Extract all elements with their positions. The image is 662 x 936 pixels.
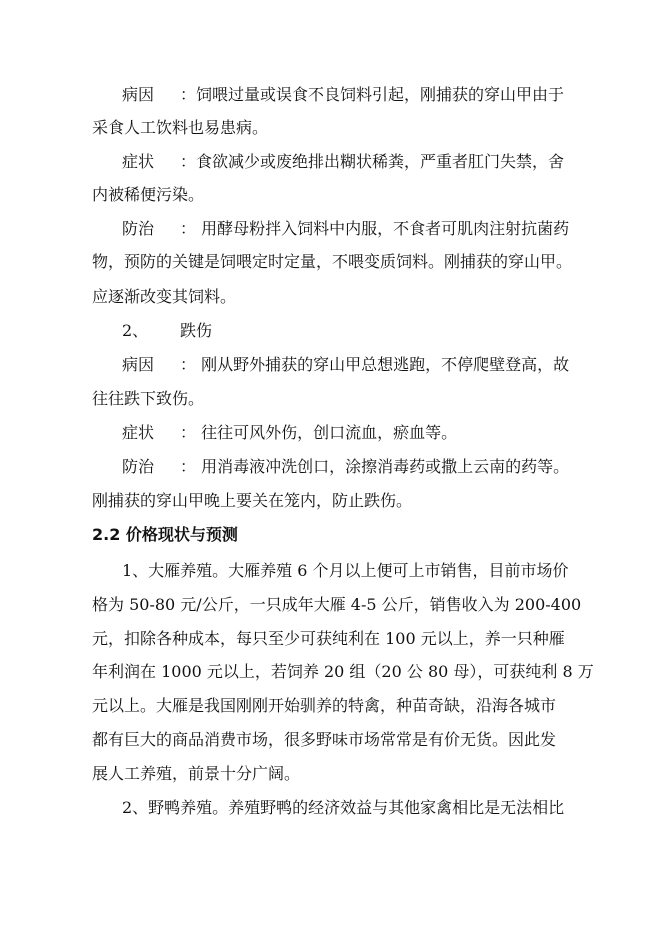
prevention-text: ： 用酵母粉拌入饲料中内服，不食者可肌肉注射抗菌药 xyxy=(180,219,570,238)
paragraph-line: 格为 50-80 元/公斤，一只成年大雁 4-5 公斤，销售收入为 200-400 xyxy=(92,595,582,614)
cause-label: 病因 xyxy=(122,85,155,104)
prevention-text: ： 用消毒液冲洗创口，涂擦消毒药或撒上云南的药等。 xyxy=(180,457,570,476)
paragraph-line: 内被稀便污染。 xyxy=(92,185,205,204)
section-heading: 2.2 价格现状与预测 xyxy=(92,525,238,544)
paragraph-line: 往往跌下致伤。 xyxy=(92,389,205,408)
injury-symptom-line xyxy=(122,422,457,444)
symptom-text: ：食欲减少或废绝排出糊状稀粪，严重者肛门失禁，舍 xyxy=(180,152,565,171)
prevention-label: 防治 xyxy=(122,219,155,238)
symptom-label: 症状 xyxy=(122,423,155,442)
paragraph-line: 刚捕获的穿山甲晚上要关在笼内，防止跌伤。 xyxy=(92,491,413,510)
injury-prevention-line xyxy=(122,456,569,478)
paragraph-line: 元，扣除各种成本，每只至少可获纯利在 100 元以上，养一只种雁 xyxy=(92,629,565,648)
cause-label: 病因 xyxy=(122,355,155,374)
paragraph-line: 物，预防的关键是饲喂定时定量，不喂变质饲料。刚捕获的穿山甲。 xyxy=(92,252,573,271)
paragraph-line: 应逐渐改变其饲料。 xyxy=(92,287,237,306)
paragraph-line: 年利润在 1000 元以上，若饲养 20 组（20 公 80 母），可获纯利 8 万 xyxy=(92,662,594,681)
paragraph-line: 元以上。大雁是我国刚刚开始驯养的特禽，种苗奇缺，沿海各城市 xyxy=(92,696,557,715)
item-number: 2、 xyxy=(122,321,149,340)
cause-text: ：饲喂过量或误食不良饲料引起，刚捕获的穿山甲由于 xyxy=(180,85,565,104)
paragraph-line: 1、大雁养殖。大雁养殖 6 个月以上便可上市销售，目前市场价 xyxy=(122,561,569,580)
symptom-text: ： 往往可风外伤，创口流血，瘀血等。 xyxy=(180,423,458,442)
cause-text: ： 刚从野外捕获的穿山甲总想逃跑，不停爬壁登高，故 xyxy=(180,355,570,374)
paragraph-line: 采食人工饮料也易患病。 xyxy=(92,118,269,137)
disease-symptom-line xyxy=(122,151,564,173)
injury-cause-line xyxy=(122,354,569,376)
list-item-heading xyxy=(122,320,212,342)
paragraph-line: 都有巨大的商品消费市场，很多野味市场常常是有价无货。因此发 xyxy=(92,730,557,749)
disease-cause-line xyxy=(122,84,564,106)
prevention-label: 防治 xyxy=(122,457,155,476)
symptom-label: 症状 xyxy=(122,152,155,171)
disease-prevention-line xyxy=(122,218,569,240)
paragraph-line: 展人工养殖，前景十分广阔。 xyxy=(92,764,301,783)
item-title: 跌伤 xyxy=(180,321,213,340)
paragraph-line: 2、野鸭养殖。养殖野鸭的经济效益与其他家禽相比是无法相比 xyxy=(122,798,565,817)
